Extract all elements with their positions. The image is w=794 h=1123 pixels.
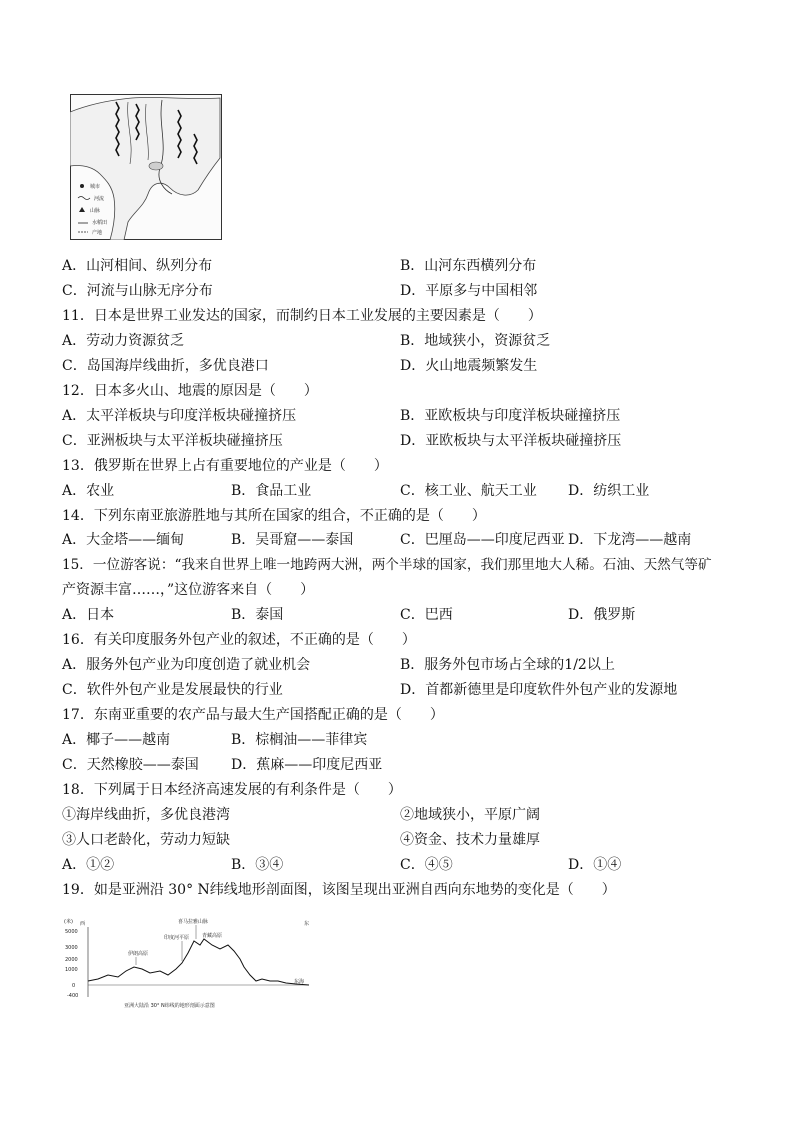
q10-option-d[interactable]: D．平原多与中国相邻 [400, 283, 538, 299]
q18-option-a[interactable]: A．①② [62, 857, 115, 873]
svg-text:3000: 3000 [65, 945, 78, 951]
q12-stem: 12．日本多火山、地震的原因是（ ） [62, 383, 318, 399]
q14-option-d[interactable]: D．下龙湾——越南 [568, 532, 692, 548]
q13-option-a[interactable]: A．农业 [62, 483, 115, 499]
q14-option-a[interactable]: A．大金塔——缅甸 [62, 532, 185, 548]
svg-text:0: 0 [72, 983, 76, 989]
q18-stem: 18．下列属于日本经济高速发展的有利条件是（ ） [62, 782, 402, 798]
svg-text:东海: 东海 [294, 979, 305, 985]
indochina-map-figure [70, 94, 222, 240]
q16-option-c[interactable]: C．软件外包产业是发展最快的行业 [62, 682, 283, 698]
q12-option-c[interactable]: C．亚洲板块与太平洋板块碰撞挤压 [62, 433, 283, 449]
svg-text:喜马拉雅山脉: 喜马拉雅山脉 [178, 919, 209, 925]
lake [149, 162, 163, 170]
q17-option-d[interactable]: D．蕉麻——印度尼西亚 [231, 757, 383, 773]
q11-stem: 11．日本是世界工业发达的国家，而制约日本工业发展的主要因素是（ ） [62, 308, 542, 324]
svg-text:伊朗高原: 伊朗高原 [128, 951, 149, 957]
q16-stem: 16．有关印度服务外包产业的叙述，不正确的是（ ） [62, 632, 416, 648]
q12-option-a[interactable]: A．太平洋板块与印度洋板块碰撞挤压 [62, 408, 297, 424]
svg-text:东: 东 [304, 921, 310, 927]
q15-option-d[interactable]: D．俄罗斯 [568, 607, 636, 623]
q17-option-a[interactable]: A．椰子——越南 [62, 732, 171, 748]
svg-text:水稻田: 水稻田 [92, 220, 108, 226]
svg-text:河流: 河流 [94, 196, 105, 202]
q13-stem: 13．俄罗斯在世界上占有重要地位的产业是（ ） [62, 458, 388, 474]
q13-option-d[interactable]: D．纺织工业 [568, 483, 650, 499]
q13-option-c[interactable]: C．核工业、航天工业 [400, 483, 537, 499]
q18-option-d[interactable]: D．①④ [568, 857, 622, 873]
svg-text:5000: 5000 [65, 929, 78, 935]
q17-option-c[interactable]: C．天然橡胶——泰国 [62, 757, 199, 773]
svg-text:西: 西 [80, 921, 86, 927]
svg-text:山脉: 山脉 [90, 208, 101, 214]
q10-option-b[interactable]: B．山河东西横列分布 [400, 258, 537, 274]
profile-line [88, 939, 309, 985]
svg-text:(米): (米) [64, 919, 73, 925]
q16-option-b[interactable]: B．服务外包市场占全球的1/2以上 [400, 657, 615, 673]
q12-option-b[interactable]: B．亚欧板块与印度洋板块碰撞挤压 [400, 408, 621, 424]
q10-option-c[interactable]: C．河流与山脉无序分布 [62, 283, 213, 299]
q12-option-d[interactable]: D．亚欧板块与太平洋板块碰撞挤压 [400, 433, 622, 449]
q11-option-c[interactable]: C．岛国海岸线曲折，多优良港口 [62, 358, 269, 374]
q14-option-c[interactable]: C．巴厘岛——印度尼西亚 [400, 532, 565, 548]
q11-option-d[interactable]: D．火山地震频繁发生 [400, 358, 538, 374]
q19-stem: 19．如是亚洲沿 30° N纬线地形剖面图，该图呈现出亚洲自西向东地势的变化是（ ） [62, 882, 616, 898]
q18-item-3: ③人口老龄化，劳动力短缺 [62, 832, 230, 848]
svg-text:亚洲大陆沿 30° N纬线的地形剖面示意图: 亚洲大陆沿 30° N纬线的地形剖面示意图 [124, 1003, 215, 1009]
svg-text:产地: 产地 [92, 230, 103, 236]
q16-option-d[interactable]: D．首都新德里是印度软件外包产业的发源地 [400, 682, 678, 698]
q13-option-b[interactable]: B．食品工业 [231, 483, 312, 499]
q15-stem-line2: 产资源丰富……，”这位游客来自（ ） [62, 582, 315, 598]
svg-text:1000: 1000 [65, 967, 78, 973]
q18-item-4: ④资金、技术力量雄厚 [400, 832, 540, 848]
svg-text:城市: 城市 [90, 184, 101, 190]
q17-stem: 17．东南亚重要的农产品与最大生产国搭配正确的是（ ） [62, 707, 444, 723]
svg-text:青藏高原: 青藏高原 [202, 933, 223, 939]
terrain-profile-figure [64, 915, 322, 1011]
q18-option-b[interactable]: B．③④ [231, 857, 284, 873]
q10-option-a[interactable]: A．山河相间、纵列分布 [62, 258, 213, 274]
q11-option-b[interactable]: B．地域狭小，资源贫乏 [400, 333, 551, 349]
q14-stem: 14．下列东南亚旅游胜地与其所在国家的组合，不正确的是（ ） [62, 508, 486, 524]
q15-option-c[interactable]: C．巴西 [400, 607, 453, 623]
q15-option-a[interactable]: A．日本 [62, 607, 115, 623]
q18-option-c[interactable]: C．④⑤ [400, 857, 453, 873]
q15-option-b[interactable]: B．泰国 [231, 607, 284, 623]
svg-text:印度河平原: 印度河平原 [164, 935, 190, 941]
q18-item-2: ②地域狭小，平原广阔 [400, 807, 540, 823]
q18-item-1: ①海岸线曲折，多优良港湾 [62, 807, 230, 823]
svg-text:-400: -400 [67, 993, 79, 999]
q15-stem-line1: 15．一位游客说：“我来自世界上唯一地跨两大洲，两个半球的国家，我们那里地大人稀。石油、天然气等矿 [62, 557, 712, 573]
q11-option-a[interactable]: A．劳动力资源贫乏 [62, 333, 185, 349]
q17-option-b[interactable]: B．棕榈油——菲律宾 [231, 732, 368, 748]
svg-text:2000: 2000 [65, 957, 78, 963]
q14-option-b[interactable]: B．吴哥窟——泰国 [231, 532, 354, 548]
q16-option-a[interactable]: A．服务外包产业为印度创造了就业机会 [62, 657, 311, 673]
